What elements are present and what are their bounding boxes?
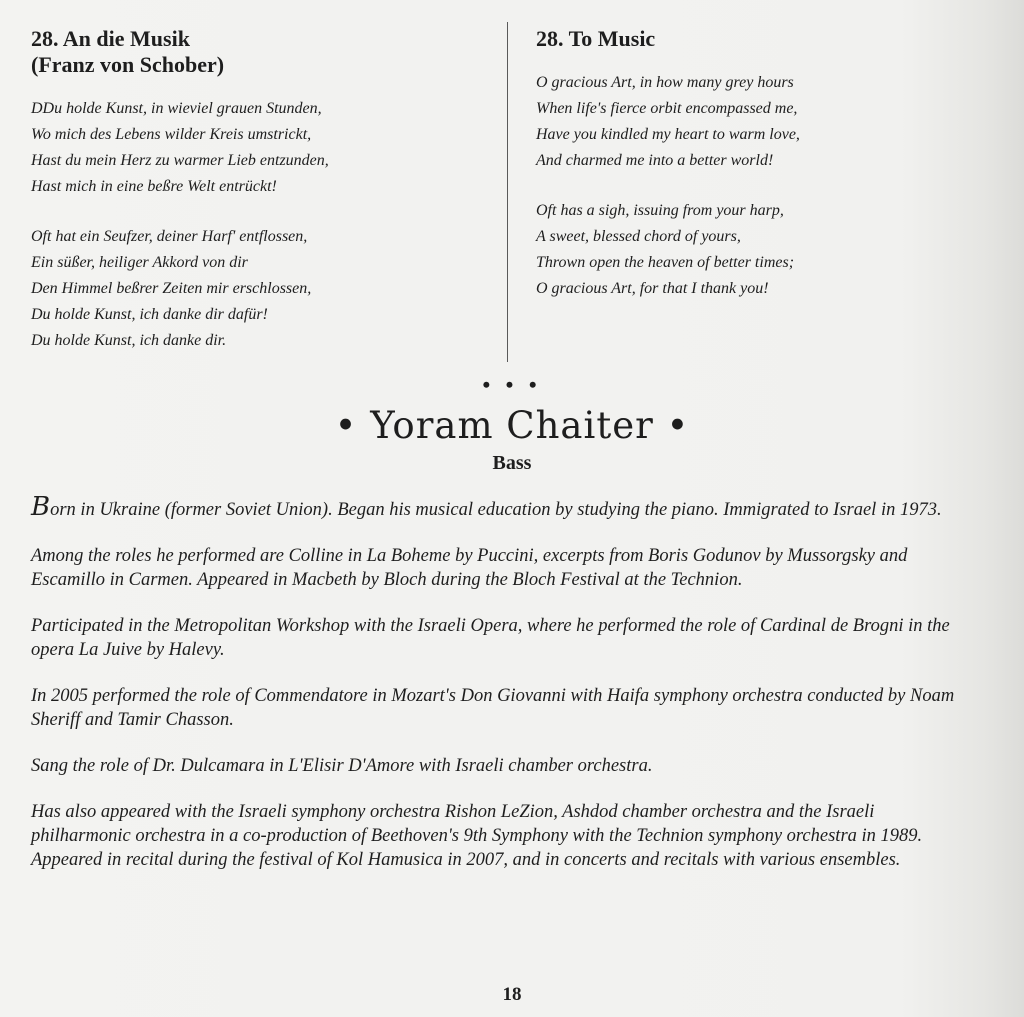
english-lyrics-column xyxy=(536,26,976,326)
performer-biography xyxy=(31,492,976,894)
verse-line: Du holde Kunst, ich danke dir dafür! xyxy=(31,306,268,323)
verse-line: O gracious Art, in how many grey hours xyxy=(536,74,794,91)
verse-line: Den Himmel beßrer Zeiten mir erschlossen, xyxy=(31,280,312,297)
verse-line: Ein süßer, heiliger Akkord von dir xyxy=(31,254,248,271)
verse-line: O gracious Art, for that I thank you! xyxy=(536,280,769,297)
verse-line: And charmed me into a better world! xyxy=(536,152,774,169)
english-title-line: 28. To Music xyxy=(536,26,656,51)
german-song-title xyxy=(31,26,471,78)
verse-line: Oft hat ein Seufzer, deiner Harf' entflossen, xyxy=(31,228,308,245)
section-separator: • • • xyxy=(482,372,542,397)
performer-name: • Yoram Chaiter • xyxy=(334,404,690,447)
bio-paragraph: In 2005 performed the role of Commendatore in Mozart's Don Giovanni with Haifa symphony orchestra conducted by Noam Sheriff and Tamir Chasson. xyxy=(31,686,955,730)
verse-line: Hast mich in eine beßre Welt entrückt! xyxy=(31,178,277,195)
german-stanza-2 xyxy=(31,224,471,354)
drop-cap: B xyxy=(31,492,51,522)
verse-line: Du holde Kunst, ich danke dir. xyxy=(31,332,227,349)
bio-text: orn in Ukraine (former Soviet Union). Began his musical education by studying the piano. Immigrated to Israel in 1973. xyxy=(50,500,942,520)
bio-paragraph: Has also appeared with the Israeli symphony orchestra Rishon LeZion, Ashdod chamber orchestra and the Israeli philharmonic orchestra in a co-production of Beethoven's 9th Symphony with the Technion symphony orchestra in 1989. Appeared in recital during the festival of Kol Hamusica in 2007, and in concerts and recitals with various ensembles. xyxy=(31,802,923,870)
performer-voice-type: Bass xyxy=(492,452,532,474)
verse-line: Oft has a sigh, issuing from your harp, xyxy=(536,202,784,219)
bio-paragraph: Among the roles he performed are Colline in La Boheme by Puccini, excerpts from Boris Godunov by Mussorgsky and Escamillo in Carmen. Appeared in Macbeth by Bloch during the Bloch Festival at the Technion. xyxy=(31,546,908,590)
page-number: 18 xyxy=(502,984,522,1005)
german-stanza-1 xyxy=(31,96,471,200)
bio-paragraph-1 xyxy=(31,492,976,522)
verse-line: When life's fierce orbit encompassed me, xyxy=(536,100,798,117)
verse-line: DDu holde Kunst, in wieviel grauen Stunden, xyxy=(31,100,322,117)
german-lyrics-column xyxy=(31,26,471,378)
verse-line: Thrown open the heaven of better times; xyxy=(536,254,795,271)
english-stanza-1 xyxy=(536,70,976,174)
german-title-author: (Franz von Schober) xyxy=(31,52,225,77)
verse-line: Have you kindled my heart to warm love, xyxy=(536,126,800,143)
verse-line: A sweet, blessed chord of yours, xyxy=(536,228,741,245)
column-divider xyxy=(507,22,508,362)
verse-line: Hast du mein Herz zu warmer Lieb entzunden, xyxy=(31,152,329,169)
english-stanza-2 xyxy=(536,198,976,302)
english-song-title xyxy=(536,26,976,52)
german-title-line: 28. An die Musik xyxy=(31,26,190,51)
bio-paragraph: Participated in the Metropolitan Workshop with the Israeli Opera, where he performed the role of Cardinal de Brogni in the opera La Juive by Halevy. xyxy=(31,616,950,660)
verse-line: Wo mich des Lebens wilder Kreis umstrickt, xyxy=(31,126,312,143)
bio-paragraph: Sang the role of Dr. Dulcamara in L'Elisir D'Amore with Israeli chamber orchestra. xyxy=(31,756,653,776)
